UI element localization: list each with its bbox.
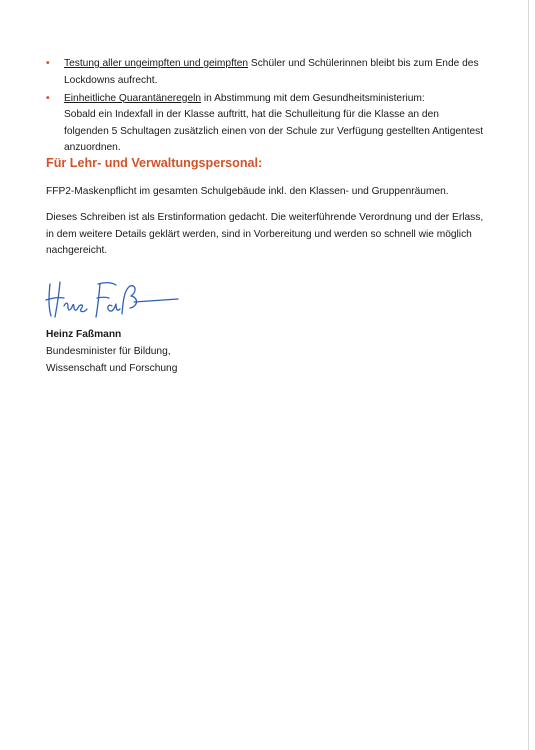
signatory-name: Heinz Faßmann [46,329,122,340]
staff-section-text: FFP2-Maskenpflicht im gesamten Schulgebäude inkl. den Klassen- und Gruppenräumen. [46,186,449,197]
bullet-text: in Abstimmung mit dem Gesundheitsministerium: [201,92,425,104]
closing-paragraph: Dieses Schreiben ist als Erstinformation gedacht. Die weiterführende Verordnung und der Erlass, in dem weitere Details geklärt werden, sind in Vorbereitung und werden so schnell wie möglich nachgereicht. [46,212,484,256]
signatory-title-line: Wissenschaft und Forschung [46,362,178,374]
measures-list [46,56,486,158]
list-item [46,56,486,89]
page-edge-divider [528,0,529,750]
bullet-icon: • [46,58,50,69]
bullet-icon: • [46,92,50,104]
list-item [46,91,486,157]
signatory-title [46,344,177,377]
handwritten-signature [42,276,182,320]
staff-section-heading: Für Lehr- und Verwaltungspersonal: [46,156,263,170]
bullet-detail-text: Sobald ein Indexfall in der Klasse auftritt, hat die Schulleitung für die Klasse an den folgenden 5 Schultagen zusätzlich einen von der Schule zur Verfügung gestellten Antigentest anzuordnen. [64,109,484,153]
bullet-text: Schüler und Schülerinnen bleibt bis zum Ende des Lockdowns aufrecht. [64,58,479,86]
signatory-title-line: Bundesminister für Bildung, [46,346,171,357]
bullet-underlined-text: Einheitliche Quarantäneregeln [64,92,202,104]
bullet-underlined-text: Testung aller ungeimpften und geimpften [64,58,249,69]
